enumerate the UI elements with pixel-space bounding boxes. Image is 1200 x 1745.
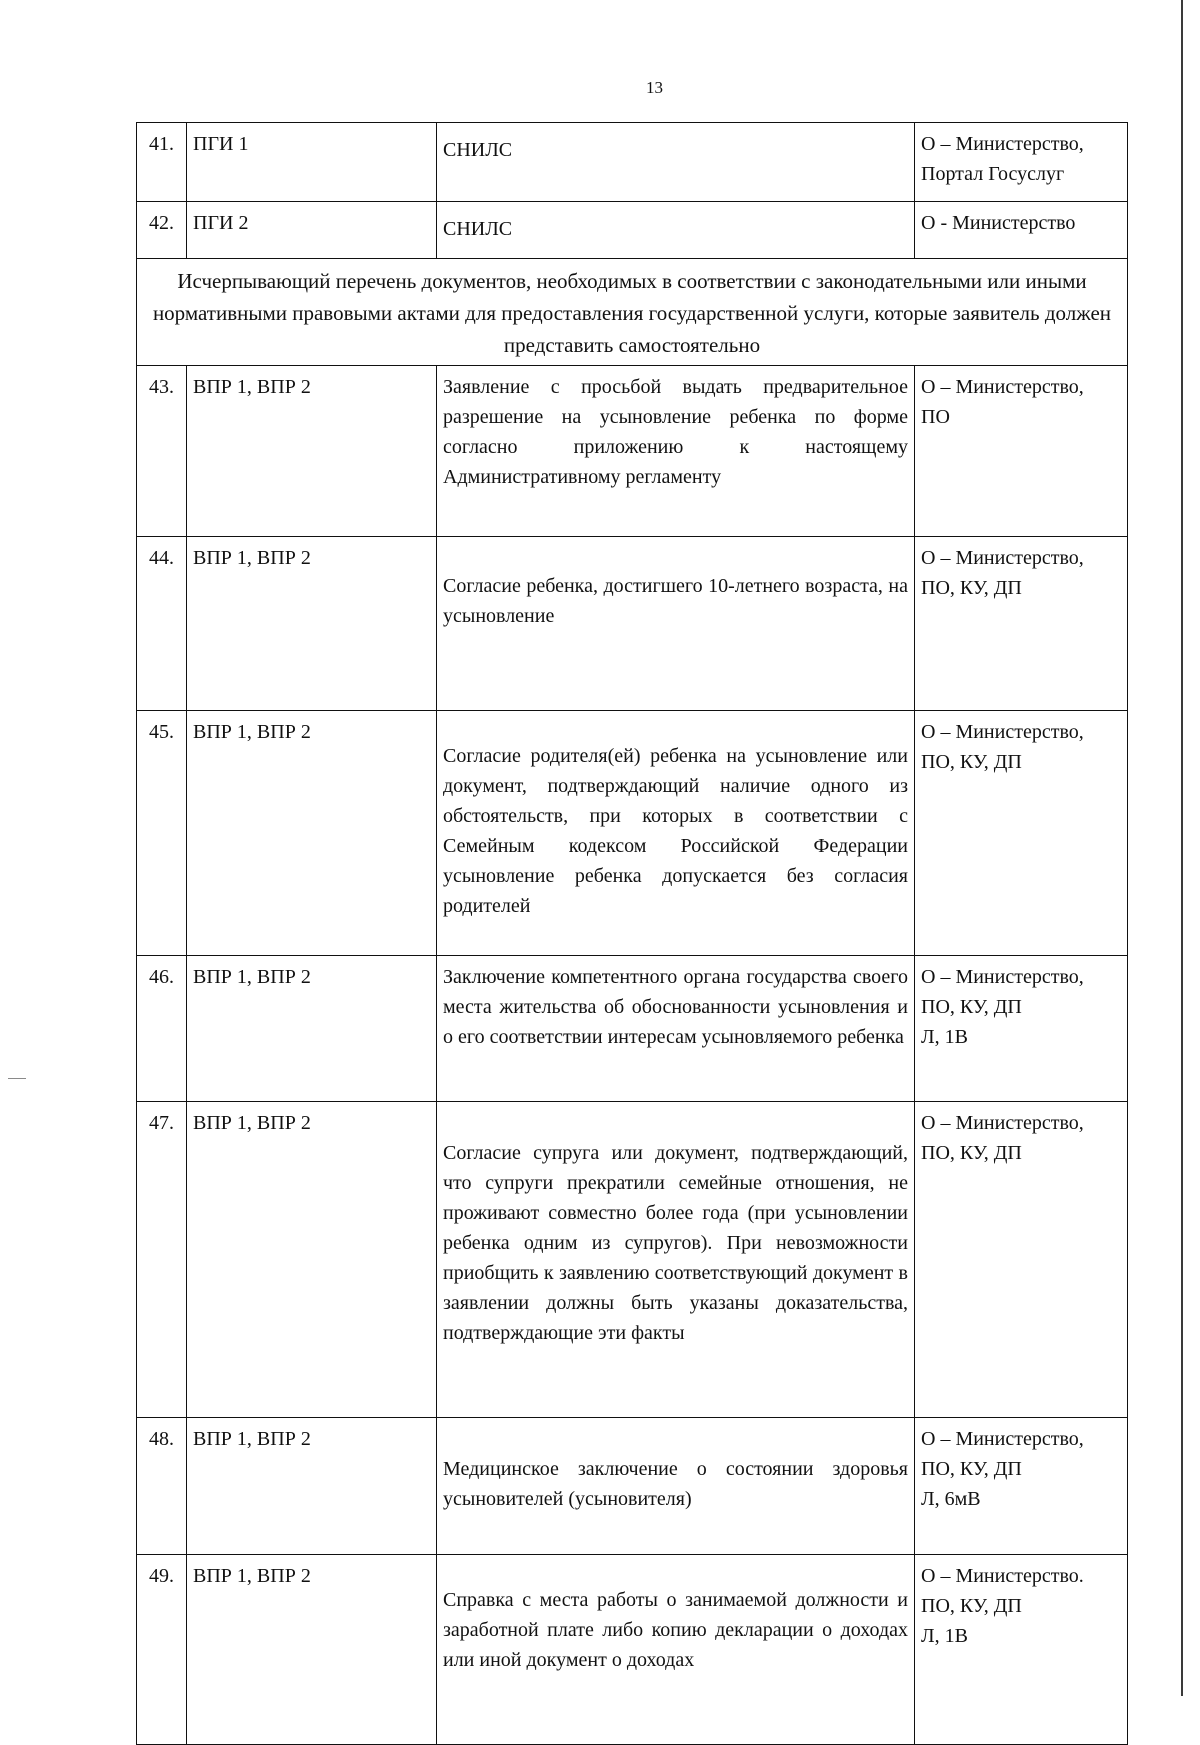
row-code: ВПР 1, ВПР 2 (187, 1555, 437, 1745)
section-header: Исчерпывающий перечень документов, необходимых в соответствии с законодательными или иными нормативными правовыми актами для предоставления государственной услуги, которые заявитель должен представить самостоятельно (137, 259, 1128, 366)
table-row (137, 1555, 1128, 1745)
source-line: ПО, КУ, ДП (921, 996, 1022, 1018)
row-number: 49. (137, 1555, 187, 1745)
row-source (915, 366, 1128, 537)
row-code: ВПР 1, ВПР 2 (187, 956, 437, 1102)
row-code: ПГИ 2 (187, 202, 437, 259)
source-line: О – Министерство, (921, 376, 1084, 398)
row-document: Согласие супруга или документ, подтверждающий, что супруги прекратили семейные отношения, не проживают совместно более года (при усыновлении ребенка одним из супругов). При невозможности приобщить к заявлению соответствующий документ в заявлении должны быть указаны доказательства, подтверждающие эти факты (437, 1102, 915, 1418)
row-document: СНИЛС (437, 123, 915, 202)
row-code: ВПР 1, ВПР 2 (187, 1102, 437, 1418)
source-line: О - Министерство (921, 212, 1076, 234)
row-number: 43. (137, 366, 187, 537)
row-number: 48. (137, 1418, 187, 1555)
scan-border-line (1181, 0, 1183, 1696)
row-source (915, 711, 1128, 956)
source-line: О – Министерство, (921, 721, 1084, 743)
row-code: ВПР 1, ВПР 2 (187, 1418, 437, 1555)
row-source (915, 202, 1128, 259)
row-document: Заключение компетентного органа государства своего места жительства об обоснованности усыновления и о его соответствии интересам усыновляемого ребенка (437, 956, 915, 1102)
source-line: ПО, КУ, ДП (921, 751, 1022, 773)
row-number: 44. (137, 537, 187, 711)
section-header-row (137, 259, 1128, 366)
scan-margin-mark (8, 1078, 26, 1079)
table-row (137, 537, 1128, 711)
row-number: 46. (137, 956, 187, 1102)
source-line: ПО, КУ, ДП (921, 1142, 1022, 1164)
table-row (137, 956, 1128, 1102)
row-code: ПГИ 1 (187, 123, 437, 202)
table-row (137, 711, 1128, 956)
row-source (915, 537, 1128, 711)
row-document: Согласие родителя(ей) ребенка на усыновление или документ, подтверждающий наличие одного из обстоятельств, при которых в соответствии с Семейным кодексом Российской Федерации усыновление ребенка допускается без согласия родителей (437, 711, 915, 956)
row-source (915, 1555, 1128, 1745)
row-document: Медицинское заключение о состоянии здоровья усыновителей (усыновителя) (437, 1418, 915, 1555)
source-line: О – Министерство, (921, 547, 1084, 569)
row-number: 47. (137, 1102, 187, 1418)
page-number: 13 (646, 78, 663, 97)
table-row (137, 123, 1128, 202)
source-line: О – Министерство, (921, 1112, 1084, 1134)
source-line: О – Министерство, (921, 966, 1084, 988)
row-source (915, 123, 1128, 202)
source-line: О – Министерство, (921, 133, 1084, 155)
documents-table (136, 122, 1128, 1745)
source-line: ПО (921, 406, 950, 428)
row-code: ВПР 1, ВПР 2 (187, 366, 437, 537)
source-line: Л, 1В (921, 1026, 968, 1048)
row-code: ВПР 1, ВПР 2 (187, 711, 437, 956)
row-document: Согласие ребенка, достигшего 10-летнего возраста, на усыновление (437, 537, 915, 711)
source-line: Портал Госуслуг (921, 163, 1065, 185)
source-line: ПО, КУ, ДП (921, 1595, 1022, 1617)
table-row (137, 366, 1128, 537)
row-document: СНИЛС (437, 202, 915, 259)
row-source (915, 956, 1128, 1102)
row-number: 41. (137, 123, 187, 202)
source-line: ПО, КУ, ДП (921, 577, 1022, 599)
table-row (137, 1102, 1128, 1418)
row-code: ВПР 1, ВПР 2 (187, 537, 437, 711)
table-row (137, 202, 1128, 259)
row-number: 42. (137, 202, 187, 259)
row-document: Заявление с просьбой выдать предварительное разрешение на усыновление ребенка по форме согласно приложению к настоящему Административному регламенту (437, 366, 915, 537)
source-line: О – Министерство. (921, 1565, 1084, 1587)
source-line: О – Министерство, (921, 1428, 1084, 1450)
row-source (915, 1418, 1128, 1555)
row-source (915, 1102, 1128, 1418)
row-number: 45. (137, 711, 187, 956)
source-line: Л, 6мВ (921, 1488, 981, 1510)
source-line: Л, 1В (921, 1625, 968, 1647)
row-document: Справка с места работы о занимаемой должности и заработной плате либо копию декларации о доходах или иной документ о доходах (437, 1555, 915, 1745)
source-line: ПО, КУ, ДП (921, 1458, 1022, 1480)
table-row (137, 1418, 1128, 1555)
